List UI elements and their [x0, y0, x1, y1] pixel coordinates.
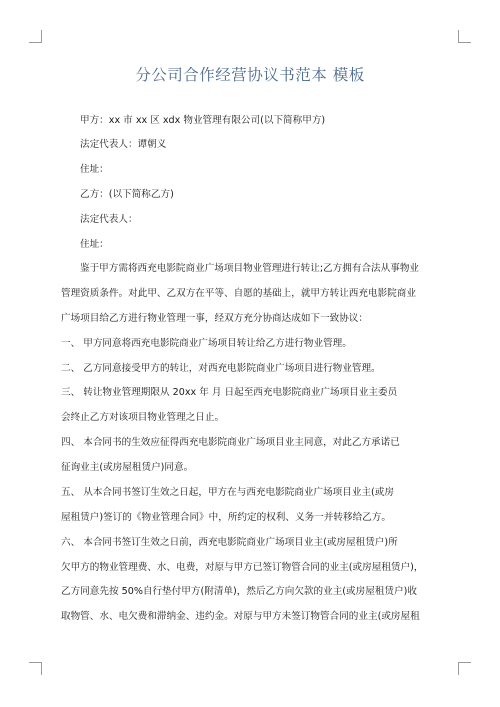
preamble-line-1: 鉴于甲方需将西充电影院商业广场项目物业管理进行转让;乙方拥有合法从事物业	[80, 263, 420, 274]
clause-6-line-1: 六、 本合同书签订生效之日前，西充电影院商业广场项目业主(或房屋租赁户)所	[61, 537, 398, 548]
clause-4-line-1: 四、 本合同书的生效应征得西充电影院商业广场项目业主同意，对此乙方承诺已	[61, 437, 400, 448]
party-a-line: 甲方：xx 市 xx 区 xdx 物业管理有限公司(以下简称甲方)	[80, 115, 326, 126]
clause-5-line-1: 五、 从本合同书签订生效之日起，甲方在与西充电影院商业广场项目业主(或房	[61, 487, 394, 498]
party-a-representative: 法定代表人：谭朝义	[80, 139, 167, 150]
party-b-line: 乙方：(以下简称乙方)	[80, 189, 174, 200]
clause-6-line-3: 乙方同意先按 50%自行垫付甲方(附清单)，然后乙方向欠款的业主(或房屋租赁户)收	[61, 586, 417, 597]
clause-3-line-2: 会终止乙方对该项目物业管理之日止。	[61, 412, 225, 423]
crop-mark-top-left	[29, 30, 42, 43]
document-title: 分公司合作经营协议书范本 模板	[135, 66, 365, 84]
preamble-line-2: 管理资质条件。对此甲、乙双方在平等、自愿的基础上，就甲方转让西充电影院商业	[61, 288, 416, 299]
clause-3-line-1: 三、 转让物业管理期限从 20xx 年 月 日起至西充电影院商业广场项目业主委员	[61, 387, 398, 398]
clause-6-line-2: 欠甲方的物业管理费、水、电费，对原与甲方已签订物管合同的业主(或房屋租赁户)，	[61, 562, 424, 573]
crop-mark-bottom-left	[29, 662, 42, 675]
clause-5-line-2: 屋租赁户)签订的《物业管理合同》中，所约定的权利、义务一并转移给乙方。	[61, 512, 391, 523]
clause-6-line-4: 取物管、水、电欠费和滞纳金、违约金。对原与甲方未签订物管合同的业主(或房屋租	[61, 611, 420, 622]
party-b-address: 住址：	[80, 239, 109, 250]
party-a-address: 住址：	[80, 164, 109, 175]
clause-1: 一、 甲方同意将西充电影院商业广场项目转让给乙方进行物业管理。	[61, 338, 352, 349]
clause-2: 二、 乙方同意接受甲方的转让，对西充电影院商业广场项目进行物业管理。	[61, 363, 381, 374]
crop-mark-top-right	[458, 30, 471, 43]
clause-4-line-2: 征询业主(或房屋租赁户)同意。	[61, 462, 194, 473]
party-b-representative: 法定代表人：	[80, 214, 138, 225]
preamble-line-3: 广场项目给乙方进行物业管理一事，经双方充分协商达成如下一致协议：	[61, 313, 368, 324]
crop-mark-bottom-right	[458, 662, 471, 675]
